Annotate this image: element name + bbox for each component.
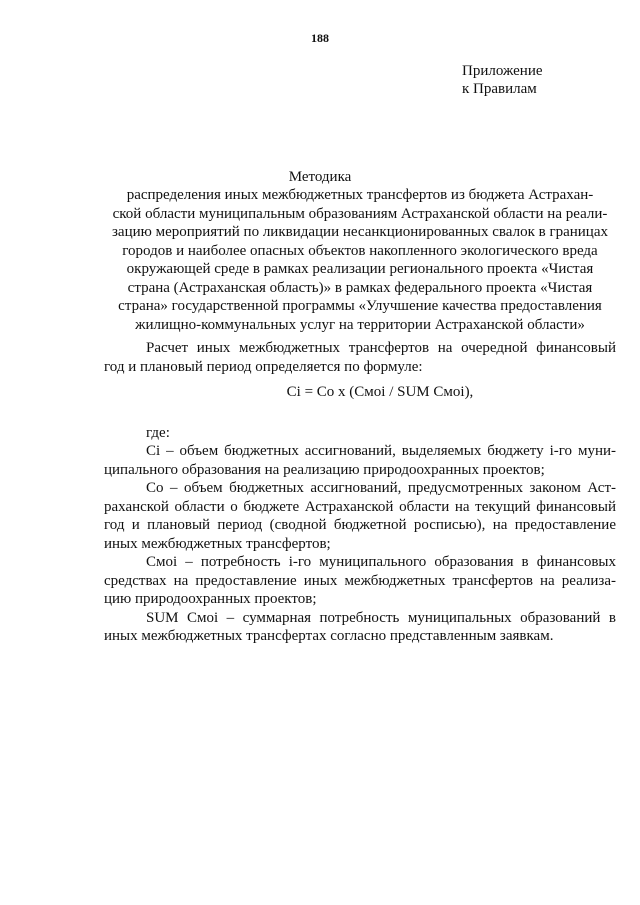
intro-line: Расчет иных межбюджетных трансфертов на очередной финансовый (146, 340, 616, 356)
definition-line: Ci – объем бюджетных ассигнований, выделяемых бюджету i-го муни- (146, 443, 616, 459)
subtitle-line: окружающей среде в рамках реализации регионального проекта «Чистая (126, 261, 594, 277)
definition-line: ципального образования на реализацию природоохранных проектов; (104, 461, 545, 478)
subtitle-line: жилищно-коммунальных услуг на территории Астраханской области» (135, 316, 585, 333)
where-label: где: (146, 425, 170, 441)
subtitle-line: распределения иных межбюджетных трансфертов из бюджета Астрахан- (126, 187, 594, 203)
appendix-line-2: к Правилам (462, 81, 537, 97)
subtitle-line: страна (Астраханская область)» в рамках федерального проекта «Чистая (127, 279, 593, 296)
page-number: 188 (311, 31, 329, 45)
definition-line: раханской области о бюджете Астраханской области на текущий финансовый (104, 498, 616, 515)
definition-line: SUM Cмoi – суммарная потребность муниципальных образований в (146, 609, 616, 626)
definitions (104, 442, 616, 646)
appendix-line-1: Приложение (462, 63, 543, 79)
document-title: Методика (288, 169, 352, 185)
appendix-reference (462, 62, 543, 98)
definition-line: иных межбюджетных трансфертов; (104, 535, 331, 552)
definition-line: год и плановый период (сводной бюджетной росписью), на предоставление (104, 517, 616, 533)
definition-line: цию природоохранных проектов; (104, 591, 317, 607)
intro-paragraph (104, 339, 616, 376)
definition-line: Co – объем бюджетных ассигнований, предусмотренных законом Аст- (146, 480, 616, 496)
formula: Ci = Co x (Cмoi / SUM Cмoi), (286, 384, 474, 400)
subtitle-line: страна» государственной программы «Улучшение качества предоставления (118, 298, 602, 314)
subtitle-line: ской области муниципальным образованиям Астраханской области на реали- (112, 205, 608, 222)
definition-line: средствах на предоставление иных межбюджетных трансфертов на реализа- (104, 572, 616, 589)
document-subtitle (100, 186, 620, 334)
definition-line: иных межбюджетных трансфертах согласно представленным заявкам. (104, 628, 554, 644)
intro-line: год и плановый период определяется по формуле: (104, 358, 423, 375)
subtitle-line: зацию мероприятий по ликвидации несанкционированных свалок в границах (111, 224, 608, 240)
definition-line: Cмoi – потребность i-го муниципального образования в финансовых (146, 554, 616, 570)
subtitle-line: городов и наиболее опасных объектов накопленного экологического вреда (122, 242, 598, 259)
